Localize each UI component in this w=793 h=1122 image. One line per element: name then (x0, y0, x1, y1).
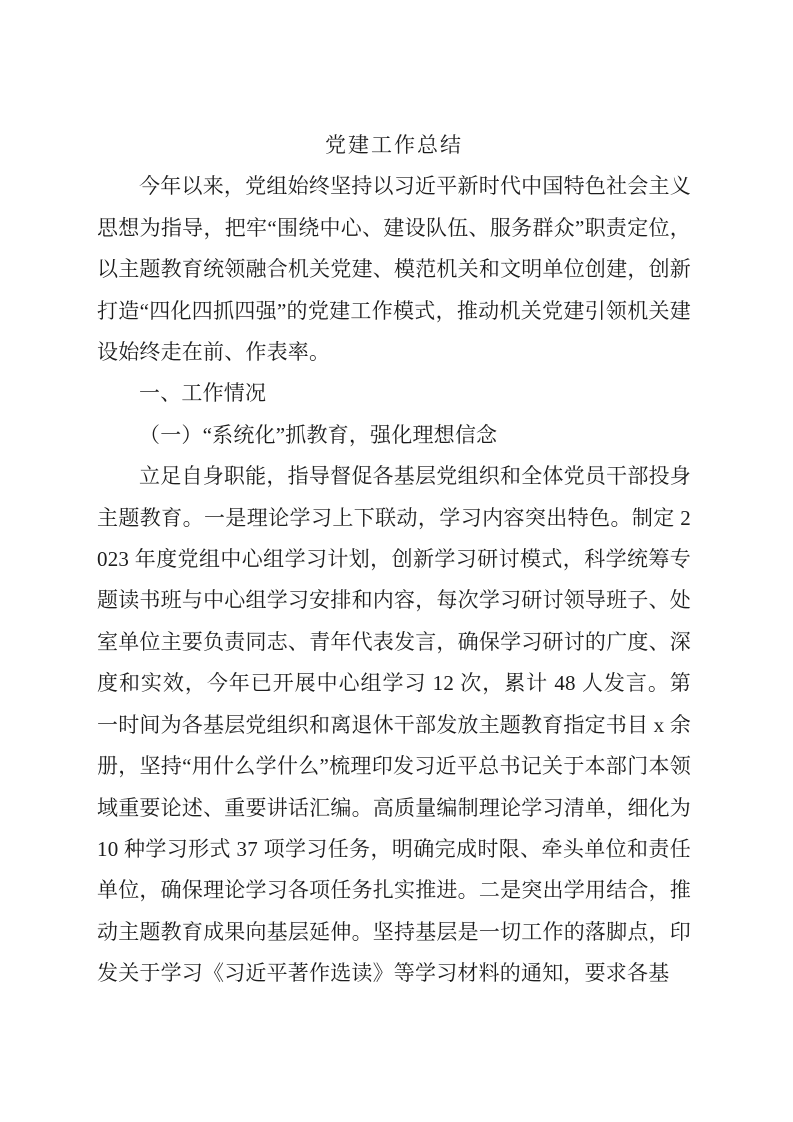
paragraph: 立足自身职能，指导督促各基层党组织和全体党员干部投身主题教育。一是理论学习上下联动，学习内容突出特色。制定 2023 年度党组中心组学习计划，创新学习研讨模式，科学统筹专题读书班与中心组学习安排和内容，每次学习研讨领导班子、处室单位主要负责同志、青年代表发言，确保学习研讨的广度、深度和实效，今年已开展中心组学习 12 次，累计 48 人发言。第一时间为各基层党组织和离退休干部发放主题教育指定书目 x 余册，坚持“用什么学什么”梳理印发习近平总书记关于本部门本领域重要论述、重要讲话汇编。高质量编制理论学习清单，细化为 10 种学习形式 37 项学习任务，明确完成时限、牵头单位和责任单位，确保理论学习各项任务扎实推进。二是突出学用结合，推动主题教育成果向基层延伸。坚持基层是一切工作的落脚点，印发关于学习《习近平著作选读》等学习材料的通知，要求各基 (97, 464, 691, 986)
paragraph: 今年以来，党组始终坚持以习近平新时代中国特色社会主义思想为指导，把牢“围绕中心、建设队伍、服务群众”职责定位，以主题教育统领融合机关党建、模范机关和文明单位创建，创新打造“四化四抓四强”的党建工作模式，推动机关党建引领机关建设始终走在前、作表率。 (97, 174, 691, 365)
heading-2: （一）“系统化”抓教育，强化理想信念 (139, 422, 498, 447)
document-body (97, 125, 691, 995)
document-title: 党建工作总结 (325, 133, 463, 157)
heading-1: 一、工作情况 (139, 381, 267, 406)
